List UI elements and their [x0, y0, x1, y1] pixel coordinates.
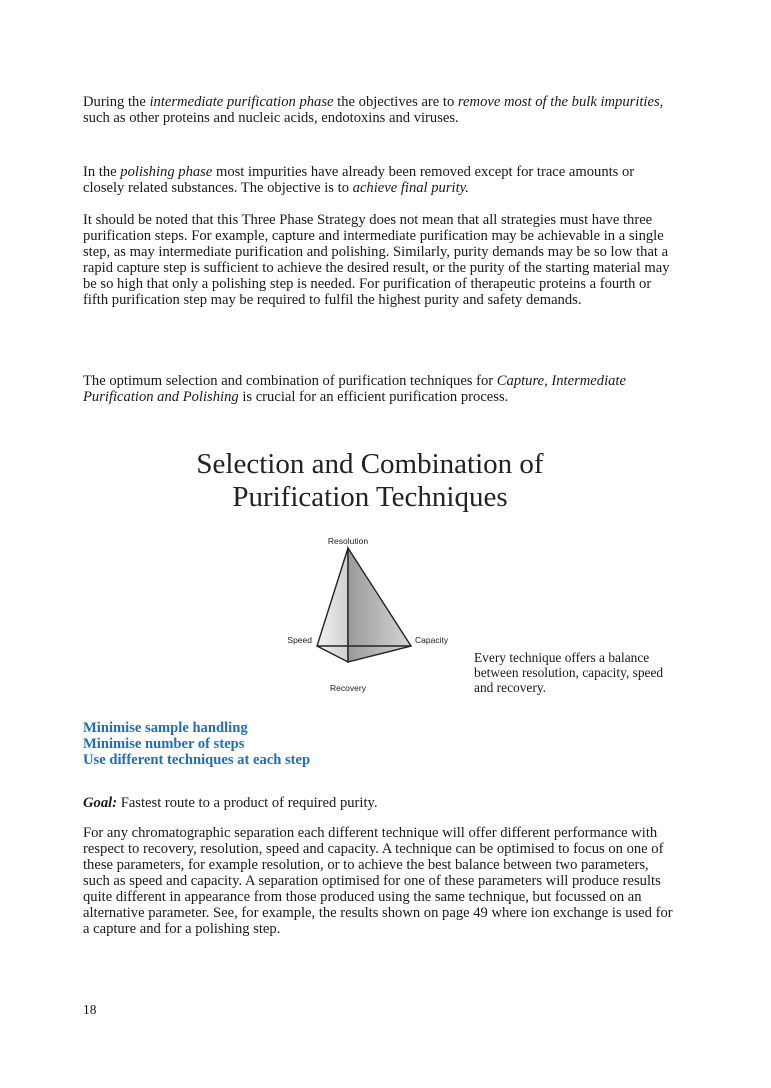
italic-run: polishing phase	[120, 164, 213, 180]
text-run: In the	[83, 164, 121, 180]
text-run: the objectives are to	[333, 94, 458, 110]
italic-run: achieve final purity.	[352, 180, 469, 196]
paragraph-optimum-selection	[83, 373, 673, 405]
italic-run: remove most of the bulk impurities,	[457, 94, 664, 110]
goal-text: Fastest route to a product of required purity.	[117, 795, 378, 811]
text-run: During the	[83, 94, 150, 110]
highlight-list	[83, 720, 483, 768]
diagram-caption: Every technique offers a balance between resolution, capacity, speed and recovery.	[474, 650, 664, 695]
text-run: most impurities have already been removed except for trace amounts or closely related substances. The objective is to	[83, 164, 635, 196]
text-run: such as other proteins and nucleic acids, endotoxins and viruses.	[83, 110, 459, 126]
pyramid-right-face	[348, 548, 411, 662]
paragraph-polishing-phase	[83, 164, 673, 196]
paragraph-chromatographic-separation: For any chromatographic separation each different technique will offer different performance with respect to recovery, resolution, speed and capacity. A technique can be optimised to focus on one of these parameters, for example resolution, or to achieve the best balance between two parameters, such as speed and capacity. A separation optimised for one of these parameters will produce results quite different in appearance from those produced using the same technique, but focussed on an alternative parameter. See, for example, the results shown on page 49 where ion exchange is used for a capture and for a polishing step.	[83, 825, 673, 937]
italic-run: intermediate purification phase	[149, 94, 334, 110]
section-title	[120, 448, 620, 514]
technique-balance-diagram	[270, 530, 470, 700]
page-number: 18	[83, 1002, 97, 1017]
paragraph-three-phase-note: It should be noted that this Three Phase Strategy does not mean that all strategies must have three purification steps. For example, capture and intermediate purification may be achievable in a single step, as may intermediate purification and polishing. Similarly, purity demands may be so low that a rapid capture step is sufficient to achieve the desired result, or the purity of the starting material may be so high that only a polishing step is needed. For purification of therapeutic proteins a fourth or fifth purification step may be required to fulfil the highest purity and safety demands.	[83, 212, 670, 308]
paragraph-intermediate-phase	[83, 94, 673, 126]
title-line-1: Selection and Combination of	[196, 448, 544, 480]
label-resolution: Resolution	[327, 536, 369, 546]
text-run: The optimum selection and combination of purification techniques for	[83, 373, 497, 389]
text-run: is crucial for an efficient purification process.	[238, 389, 509, 405]
label-recovery: Recovery	[330, 683, 366, 693]
italic-run: Capture, Intermediate Purification and Polishing	[83, 373, 626, 405]
label-capacity: Capacity	[415, 635, 449, 645]
pyramid-left-face	[317, 548, 348, 662]
highlight-item: Minimise number of steps	[83, 736, 245, 752]
title-line-2: Purification Techniques	[232, 481, 508, 513]
highlight-item: Use different techniques at each step	[83, 752, 311, 768]
goal-label: Goal:	[83, 795, 118, 811]
goal-statement	[83, 795, 673, 811]
highlight-item: Minimise sample handling	[83, 720, 248, 736]
label-speed: Speed	[287, 635, 312, 645]
